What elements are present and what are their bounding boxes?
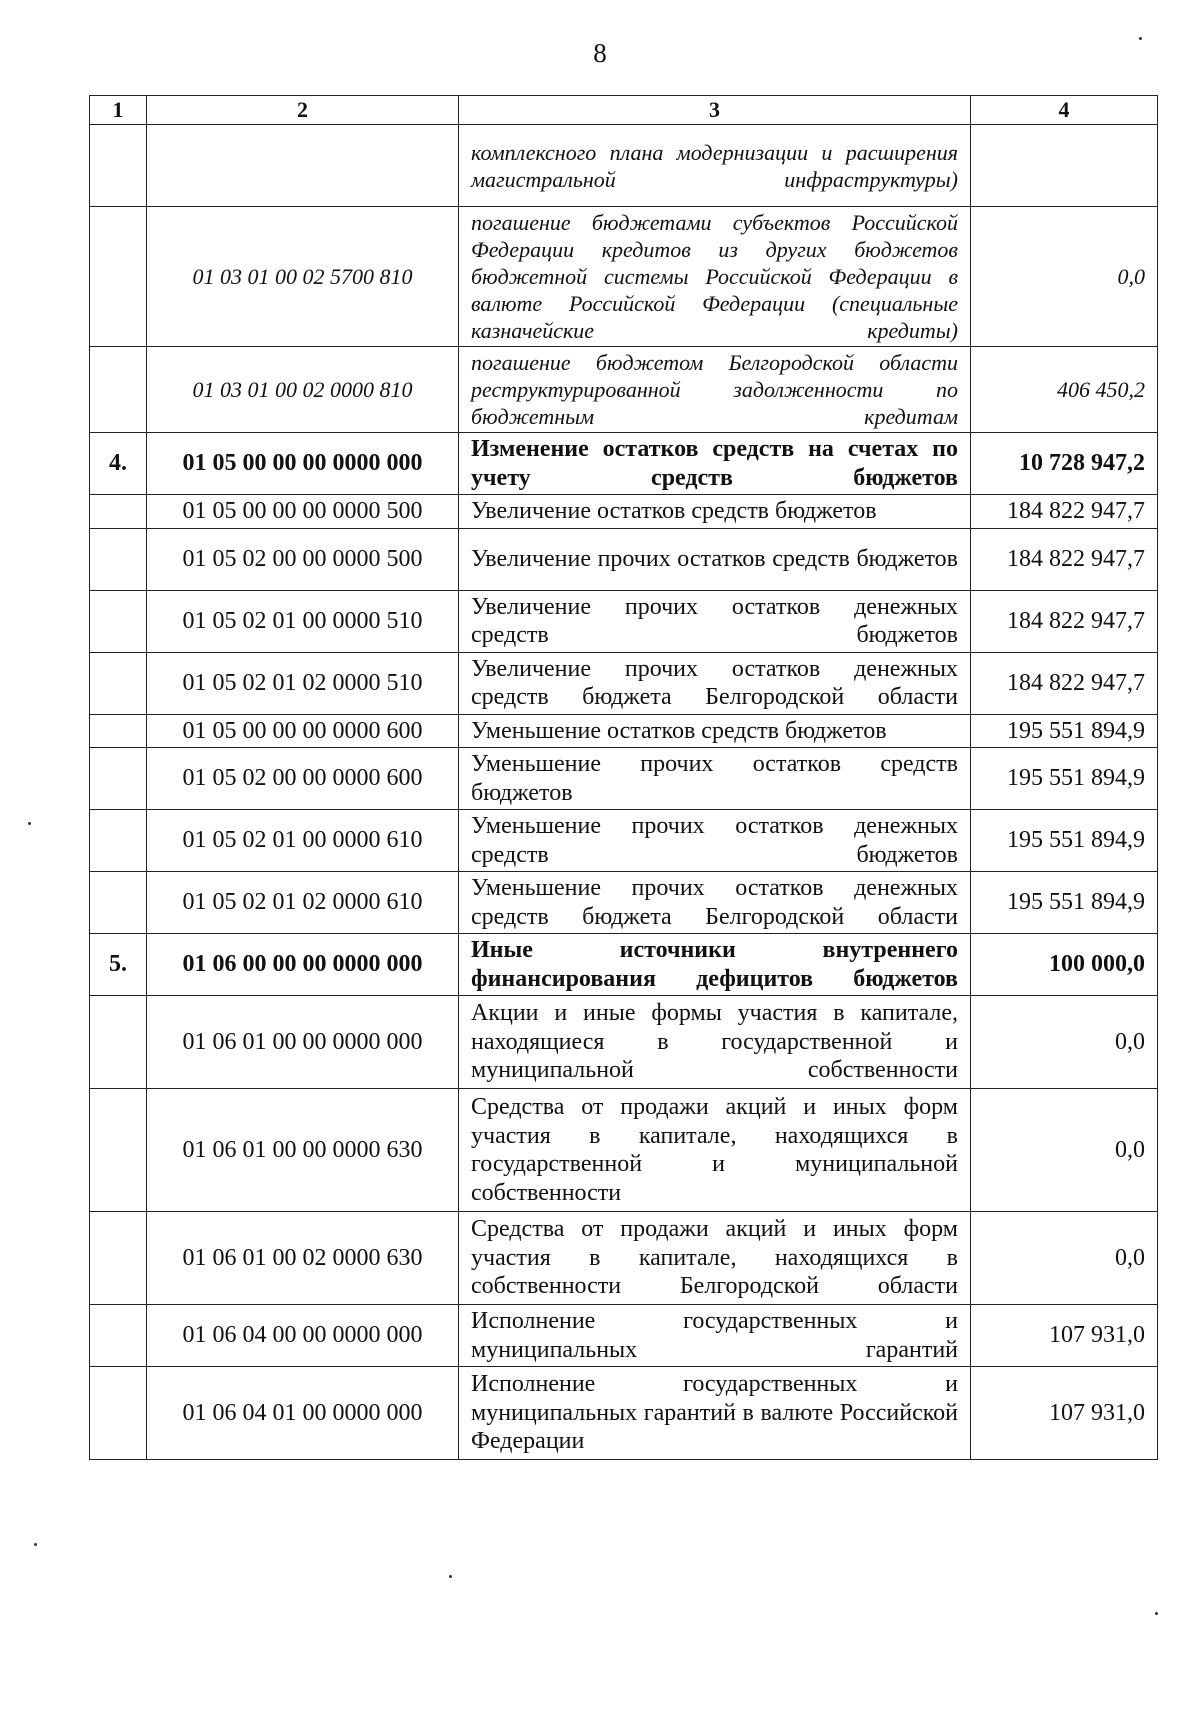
table-row — [90, 433, 1158, 495]
row-amount: 0,0 — [971, 1212, 1158, 1305]
row-amount: 107 931,0 — [971, 1305, 1158, 1367]
scan-speck — [34, 1543, 37, 1546]
table-row — [90, 714, 1158, 748]
row-number — [90, 810, 147, 872]
row-number — [90, 590, 147, 652]
row-amount: 195 551 894,9 — [971, 810, 1158, 872]
row-description: Увеличение прочих остатков денежных средств бюджета Белгородской области — [459, 652, 971, 714]
scan-speck — [1139, 37, 1142, 40]
row-number — [90, 347, 147, 433]
row-description: Средства от продажи акций и иных форм участия в капитале, находящихся в собственности Белгородской области — [459, 1212, 971, 1305]
row-code: 01 05 02 01 00 0000 510 — [147, 590, 459, 652]
table-header-row — [90, 96, 1158, 125]
column-header-3: 3 — [459, 96, 971, 125]
row-code: 01 06 04 01 00 0000 000 — [147, 1367, 459, 1460]
row-amount: 100 000,0 — [971, 934, 1158, 996]
row-amount: 184 822 947,7 — [971, 652, 1158, 714]
table-row — [90, 528, 1158, 590]
table-row — [90, 1367, 1158, 1460]
table-row — [90, 748, 1158, 810]
row-code: 01 03 01 00 02 0000 810 — [147, 347, 459, 433]
row-description: Акции и иные формы участия в капитале, находящиеся в государственной и муниципальной собственности — [459, 996, 971, 1089]
page-number: 8 — [593, 38, 607, 68]
row-number — [90, 996, 147, 1089]
row-number — [90, 1089, 147, 1212]
row-description: погашение бюджетом Белгородской области реструктурированной задолженности по бюджетным кредитам — [459, 347, 971, 433]
row-number — [90, 652, 147, 714]
row-number: 5. — [90, 934, 147, 996]
row-number — [90, 872, 147, 934]
scan-speck — [1155, 1612, 1158, 1615]
row-code: 01 05 00 00 00 0000 600 — [147, 714, 459, 748]
row-number — [90, 714, 147, 748]
row-code: 01 05 02 00 00 0000 500 — [147, 528, 459, 590]
row-code: 01 05 00 00 00 0000 000 — [147, 433, 459, 495]
row-amount: 184 822 947,7 — [971, 495, 1158, 529]
row-amount: 107 931,0 — [971, 1367, 1158, 1460]
row-amount: 195 551 894,9 — [971, 872, 1158, 934]
row-amount: 184 822 947,7 — [971, 528, 1158, 590]
row-description: Исполнение государственных и муниципальных гарантий — [459, 1305, 971, 1367]
row-code: 01 06 01 00 02 0000 630 — [147, 1212, 459, 1305]
row-code: 01 06 01 00 00 0000 000 — [147, 996, 459, 1089]
row-number — [90, 1212, 147, 1305]
table-row — [90, 652, 1158, 714]
row-description: Увеличение прочих остатков денежных средств бюджетов — [459, 590, 971, 652]
row-description: Увеличение прочих остатков средств бюджетов — [459, 528, 971, 590]
row-description: Уменьшение прочих остатков средств бюджетов — [459, 748, 971, 810]
row-amount: 0,0 — [971, 1089, 1158, 1212]
row-number — [90, 1305, 147, 1367]
row-description: Уменьшение прочих остатков денежных средств бюджета Белгородской области — [459, 872, 971, 934]
row-description: Увеличение остатков средств бюджетов — [459, 495, 971, 529]
row-number — [90, 748, 147, 810]
table-row — [90, 347, 1158, 433]
table-row — [90, 934, 1158, 996]
row-code: 01 05 02 01 02 0000 610 — [147, 872, 459, 934]
table-row — [90, 1305, 1158, 1367]
table-row — [90, 590, 1158, 652]
row-code: 01 06 00 00 00 0000 000 — [147, 934, 459, 996]
table-row — [90, 1089, 1158, 1212]
row-description: Иные источники внутреннего финансирования дефицитов бюджетов — [459, 934, 971, 996]
row-description: Изменение остатков средств на счетах по учету средств бюджетов — [459, 433, 971, 495]
column-header-4: 4 — [971, 96, 1158, 125]
row-code: 01 05 02 01 00 0000 610 — [147, 810, 459, 872]
row-description: Средства от продажи акций и иных форм участия в капитале, находящихся в государственной и муниципальной собственности — [459, 1089, 971, 1212]
row-code: 01 05 00 00 00 0000 500 — [147, 495, 459, 529]
row-number: 4. — [90, 433, 147, 495]
column-header-1: 1 — [90, 96, 147, 125]
table-row — [90, 810, 1158, 872]
row-amount: 0,0 — [971, 207, 1158, 347]
budget-sources-table — [89, 95, 1158, 1460]
scan-speck — [449, 1575, 452, 1578]
table-row — [90, 1212, 1158, 1305]
row-code: 01 05 02 01 02 0000 510 — [147, 652, 459, 714]
row-number — [90, 125, 147, 207]
row-description: Уменьшение остатков средств бюджетов — [459, 714, 971, 748]
row-description: погашение бюджетами субъектов Российской Федерации кредитов из других бюджетов бюджетной системы Российской Федерации в валюте Российской Федерации (специальные казначейские кредиты) — [459, 207, 971, 347]
row-number — [90, 207, 147, 347]
row-code: 01 05 02 00 00 0000 600 — [147, 748, 459, 810]
table-row — [90, 207, 1158, 347]
row-number — [90, 1367, 147, 1460]
row-code: 01 03 01 00 02 5700 810 — [147, 207, 459, 347]
table-row — [90, 872, 1158, 934]
row-amount: 0,0 — [971, 996, 1158, 1089]
table-row — [90, 996, 1158, 1089]
row-amount — [971, 125, 1158, 207]
row-amount: 195 551 894,9 — [971, 748, 1158, 810]
table-row — [90, 125, 1158, 207]
row-description: комплексного плана модернизации и расширения магистральной инфраструктуры) — [459, 125, 971, 207]
table-row — [90, 495, 1158, 529]
row-amount: 10 728 947,2 — [971, 433, 1158, 495]
row-code: 01 06 01 00 00 0000 630 — [147, 1089, 459, 1212]
scan-speck — [28, 822, 31, 825]
row-code: 01 06 04 00 00 0000 000 — [147, 1305, 459, 1367]
row-amount: 184 822 947,7 — [971, 590, 1158, 652]
row-code — [147, 125, 459, 207]
column-header-2: 2 — [147, 96, 459, 125]
row-amount: 406 450,2 — [971, 347, 1158, 433]
row-number — [90, 495, 147, 529]
row-description: Исполнение государственных и муниципальных гарантий в валюте Российской Федерации — [459, 1367, 971, 1460]
row-description: Уменьшение прочих остатков денежных средств бюджетов — [459, 810, 971, 872]
row-number — [90, 528, 147, 590]
row-amount: 195 551 894,9 — [971, 714, 1158, 748]
